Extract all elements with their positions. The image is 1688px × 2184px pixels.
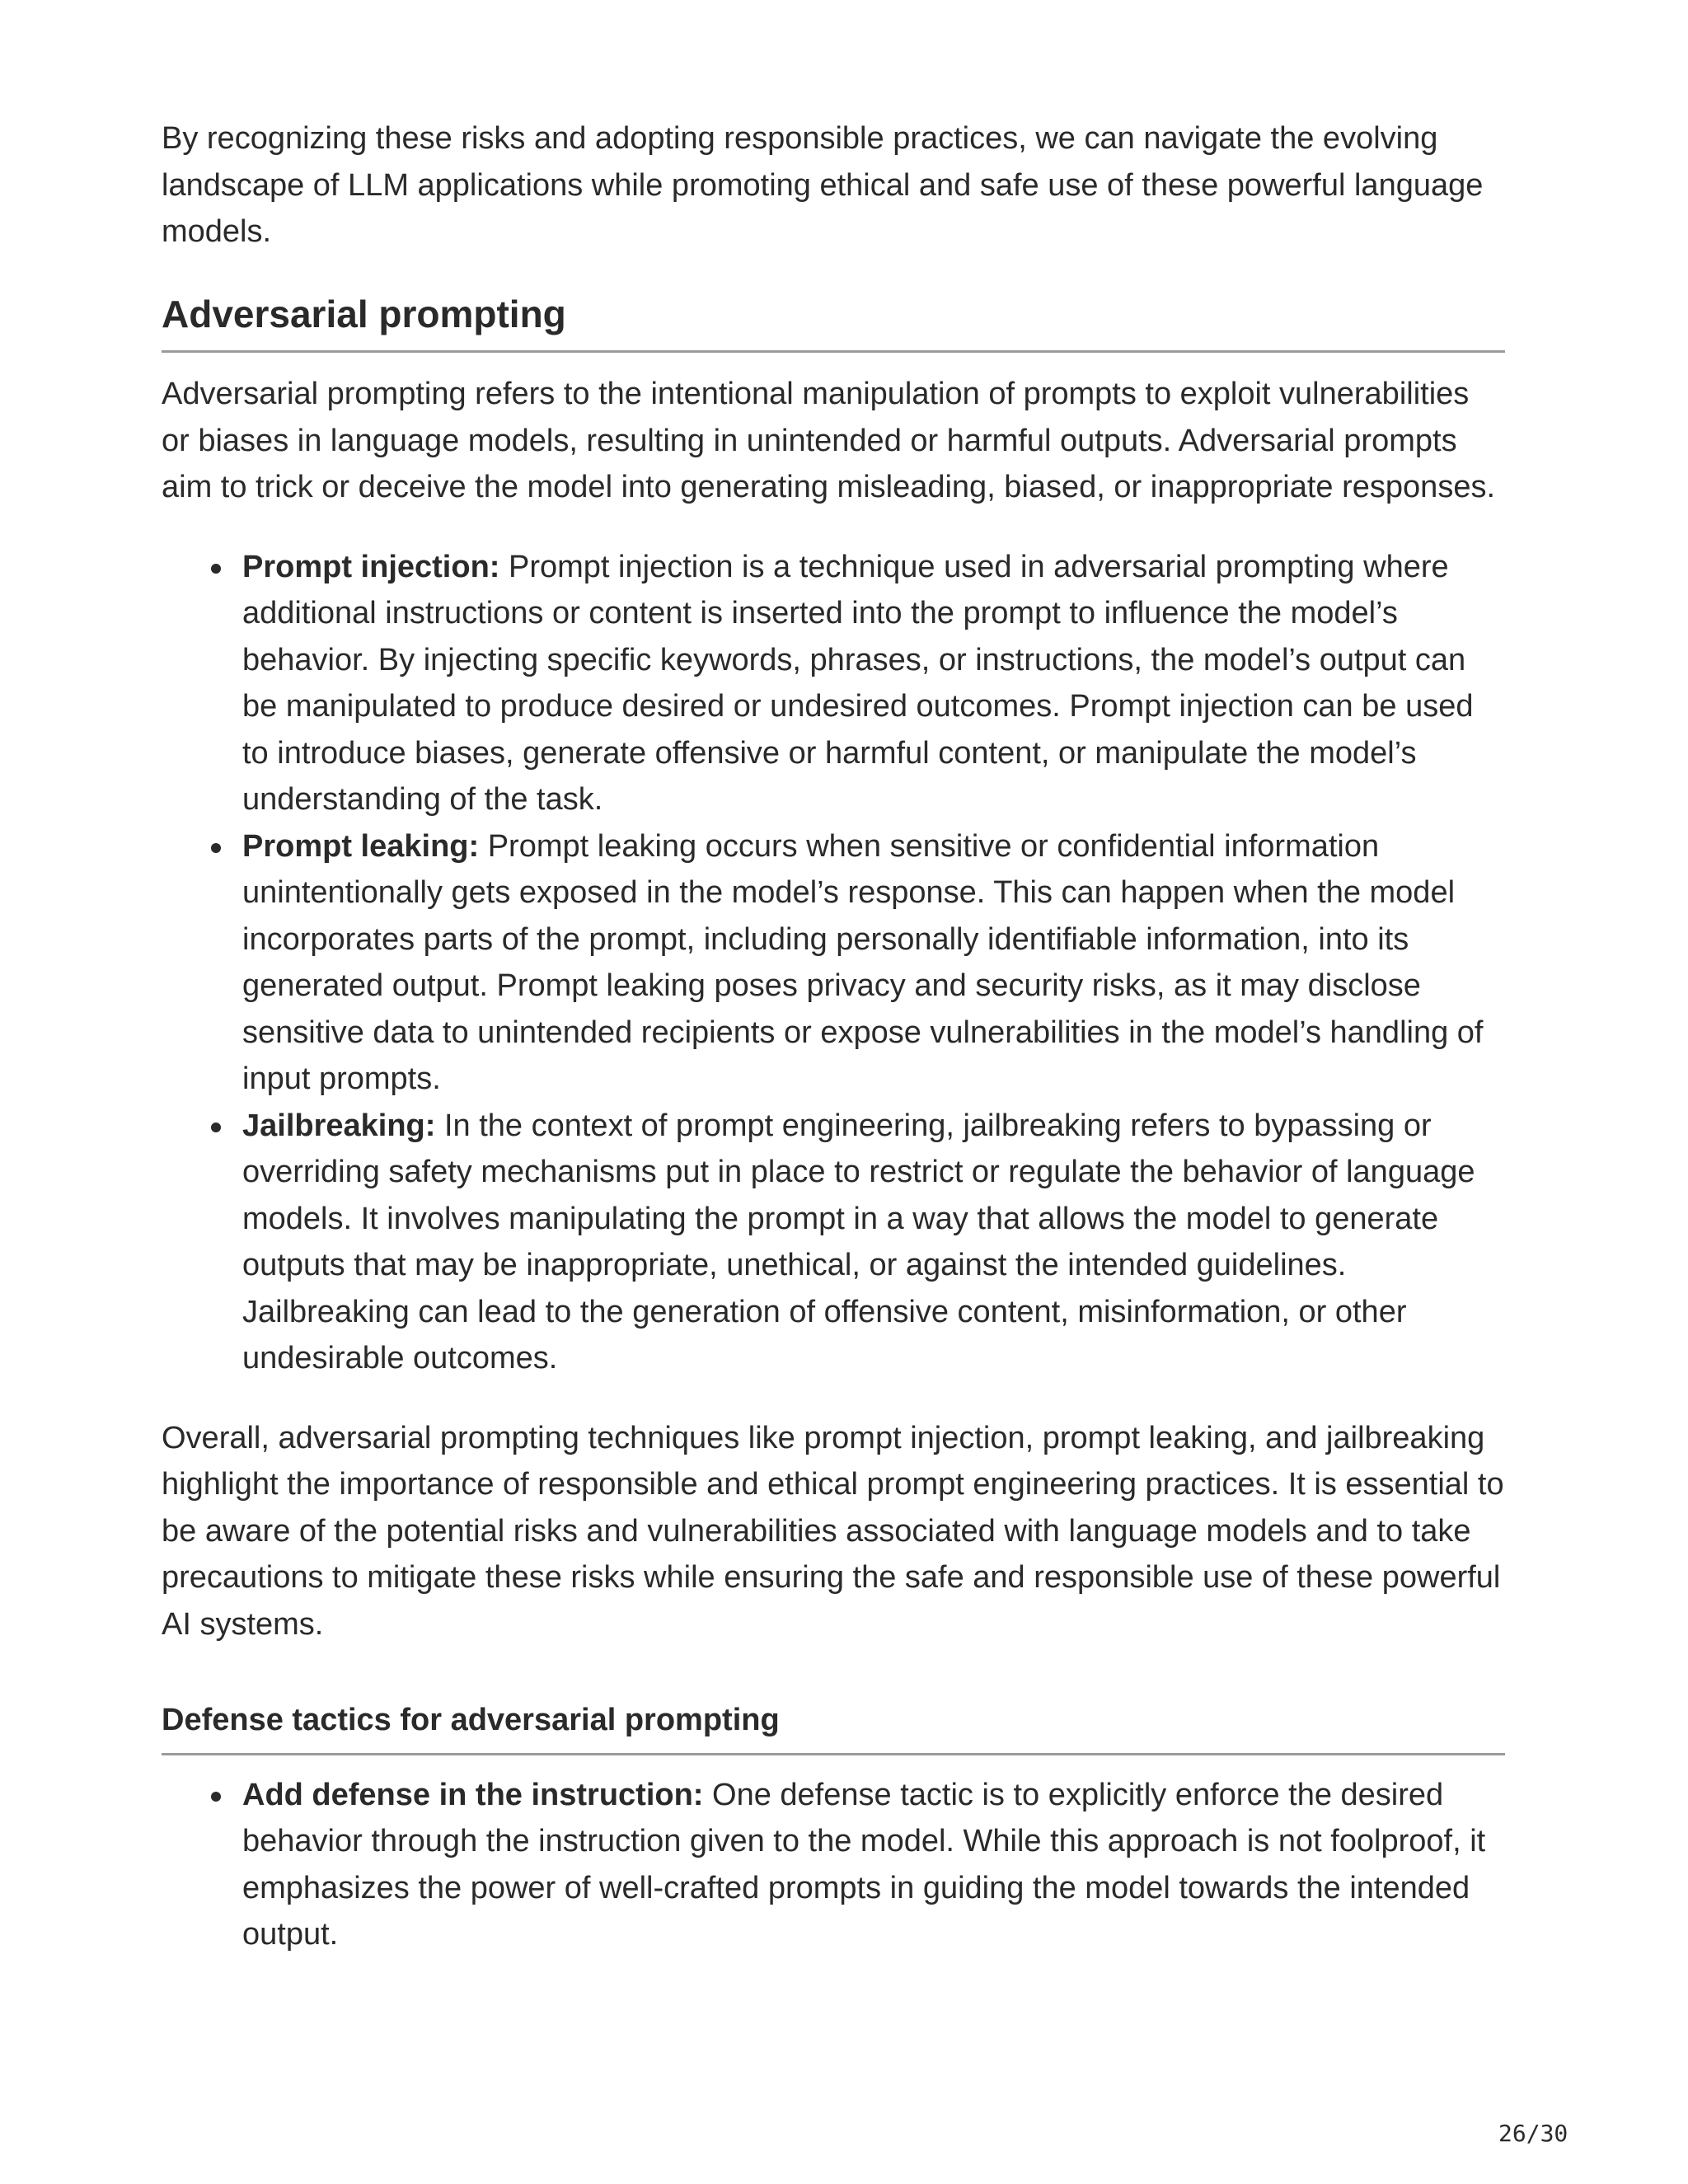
subsection-heading-defense-tactics: Defense tactics for adversarial prompting <box>162 1700 1505 1755</box>
intro-paragraph: By recognizing these risks and adopting responsible practices, we can navigate the evolving landscape of LLM applications while promoting ethical and safe use of these powerful language models. <box>162 121 1484 249</box>
list-item-text: One defense tactic is to explicitly enforce the desired behavior through the instruction given to the model. While this approach is not foolproof, it emphasizes the power of well-crafted prompts in guiding the model towards the intended output. <box>242 1777 1486 1952</box>
adversarial-summary-paragraph: Overall, adversarial prompting techniques like prompt injection, prompt leaking, and jailbreaking highlight the importance of responsible and ethical prompt engineering practices. It is essential to be aware of the potential risks and vulnerabilities associated with language models and to take precautions to mitigate these risks while ensuring the safe and responsible use of these powerful AI systems. <box>162 1420 1504 1642</box>
list-item-term: Prompt injection: <box>242 549 500 584</box>
list-item-prompt-leaking <box>242 823 1505 1103</box>
list-item-text: Prompt injection is a technique used in adversarial prompting where additional instructions or content is inserted into the prompt to influence the model’s behavior. By injecting specific keywords, phrases, or instructions, the model’s output can be manipulated to produce desired or undesired outcomes. Prompt injection can be used to introduce biases, generate offensive or harmful content, or manipulate the model’s understanding of the task. <box>242 549 1474 818</box>
adversarial-intro-paragraph: Adversarial prompting refers to the intentional manipulation of prompts to exploit vulnerabilities or biases in language models, resulting in unintended or harmful outputs. Adversarial prompts aim to trick or deceive the model into generating misleading, biased, or inappropriate responses. <box>162 377 1496 505</box>
bullet-icon <box>211 1122 221 1132</box>
list-item-jailbreaking <box>242 1103 1505 1382</box>
adversarial-techniques-list <box>162 544 1505 1382</box>
list-item-text: In the context of prompt engineering, jailbreaking refers to bypassing or overriding safety mechanisms put in place to restrict or regulate the behavior of language models. It involves manipulating the prompt in a way that allows the model to generate outputs that may be inappropriate, unethical, or against the intended guidelines. Jailbreaking can lead to the generation of offensive content, misinformation, or other undesirable outcomes. <box>242 1108 1475 1376</box>
section-heading-adversarial-prompting: Adversarial prompting <box>162 290 1505 354</box>
list-item-prompt-injection <box>242 544 1505 823</box>
list-item-term: Prompt leaking: <box>242 828 480 864</box>
list-item-term: Add defense in the instruction: <box>242 1777 704 1812</box>
list-item-add-defense-in-instruction <box>242 1772 1505 1958</box>
list-item-term: Jailbreaking: <box>242 1108 436 1143</box>
bullet-icon <box>211 564 221 574</box>
page-number: 26/30 <box>1498 2120 1568 2147</box>
bullet-icon <box>211 1792 221 1802</box>
defense-tactics-list <box>162 1772 1505 1958</box>
list-item-text: Prompt leaking occurs when sensitive or confidential information unintentionally gets exposed in the model’s response. This can happen when the model incorporates parts of the prompt, including personally identifiable information, into its generated output. Prompt leaking poses privacy and security risks, as it may disclose sensitive data to unintended recipients or expose vulnerabilities in the model’s handling of input prompts. <box>242 828 1484 1097</box>
document-content <box>162 115 1505 1991</box>
bullet-icon <box>211 843 221 853</box>
